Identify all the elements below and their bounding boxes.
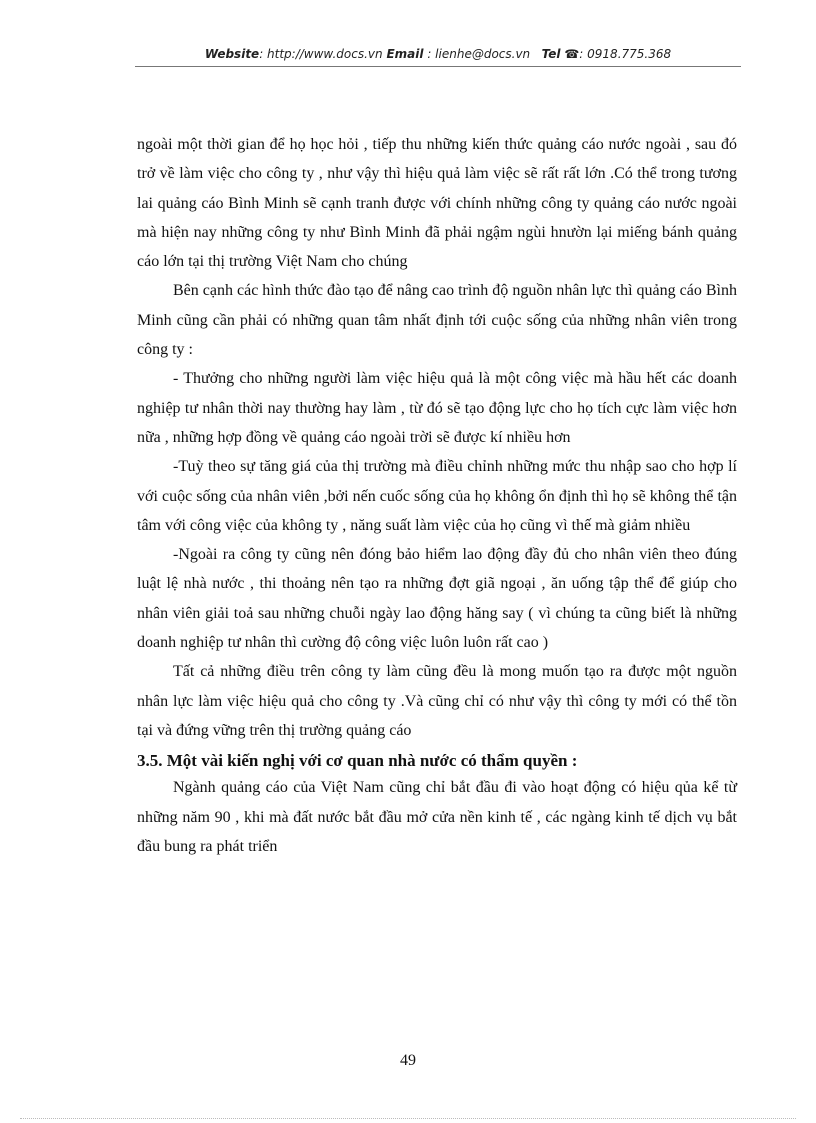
website-label: Website	[204, 47, 260, 61]
phone-icon: ☎	[564, 47, 580, 61]
document-body	[137, 130, 737, 861]
section-heading: 3.5. Một vài kiến nghị với cơ quan nhà nước có thẩm quyền :	[137, 751, 578, 771]
paragraph: - Thưởng cho những người làm việc hiệu quả là một công việc mà hầu hết các doanh nghiệp tư nhân thời nay thường hay làm , từ đó sẽ tạo động lực cho họ tích cực làm việc hơn nữa , những hợp đồng về quảng cáo ngoài trời sẽ được kí nhiều hơn	[137, 370, 737, 446]
page-number: 49	[400, 1052, 416, 1069]
paragraph: -Ngoài ra công ty cũng nên đóng bảo hiểm lao động đầy đủ cho nhân viên theo đúng luật lệ nhà nước , thi thoảng nên tạo ra những đợt giã ngoại , ăn uống tập thể để giúp cho nhân viên giải toả sau những chuỗi ngày lao động hăng say ( vì chúng ta cũng biết là những doanh nghiệp tư nhân thì cường độ công việc luôn luôn rất cao )	[137, 546, 737, 652]
paragraph: Tất cả những điều trên công ty làm cũng đều là mong muốn tạo ra được một nguồn nhân lực làm việc hiệu quả cho công ty .Và cũng chỉ có như vậy thì công ty mới có thể tồn tại và đứng vững trên thị trường quảng cáo	[137, 663, 737, 739]
tel-value: : 0918.775.368	[579, 47, 672, 61]
paragraph: -Tuỳ theo sự tăng giá của thị trường mà điều chỉnh những mức thu nhập sao cho hợp lí với cuộc sống của nhân viên ,bởi nến cuốc sống của họ không ổn định thì họ sẽ không thể tận tâm với công việc của không ty , năng suất làm việc của họ cũng vì thế mà giảm nhiều	[137, 458, 737, 534]
email-label: Email	[386, 47, 424, 61]
page-header	[135, 47, 741, 61]
paragraph: Bên cạnh các hình thức đào tạo để nâng cao trình độ nguồn nhân lực thì quảng cáo Bình Minh cũng cần phải có những quan tâm nhất định tới cuộc sống của những nhân viên trong công ty :	[137, 282, 737, 359]
website-value: : http://www.docs.vn	[259, 47, 383, 61]
email-value: : lienhe@docs.vn	[427, 47, 531, 61]
header-rule	[135, 66, 741, 67]
page-bottom-border	[20, 1118, 796, 1119]
paragraph-continuation: ngoài một thời gian để họ học hỏi , tiếp thu những kiến thức quảng cáo nước ngoài , sau đó trở về làm việc cho công ty , như vậy thì hiệu quả làm việc sẽ rất rất lớn .Có thể trong tương lai quảng cáo Bình Minh sẽ cạnh tranh được với chính những công ty quảng cáo nước ngoài mà hiện nay những công ty như Bình Minh đã phải ngậm ngùi hnườn lại miếng bánh quảng cáo lớn tại thị trường Việt Nam cho chúng	[137, 136, 737, 271]
section-paragraph: Ngành quảng cáo của Việt Nam cũng chỉ bắt đầu đi vào hoạt động có hiệu qủa kể từ những năm 90 , khi mà đất nước bắt đầu mở cửa nền kinh tế , các ngàng kinh tế dịch vụ bắt đầu bung ra phát triển	[137, 779, 737, 855]
tel-label: Tel	[541, 47, 561, 61]
